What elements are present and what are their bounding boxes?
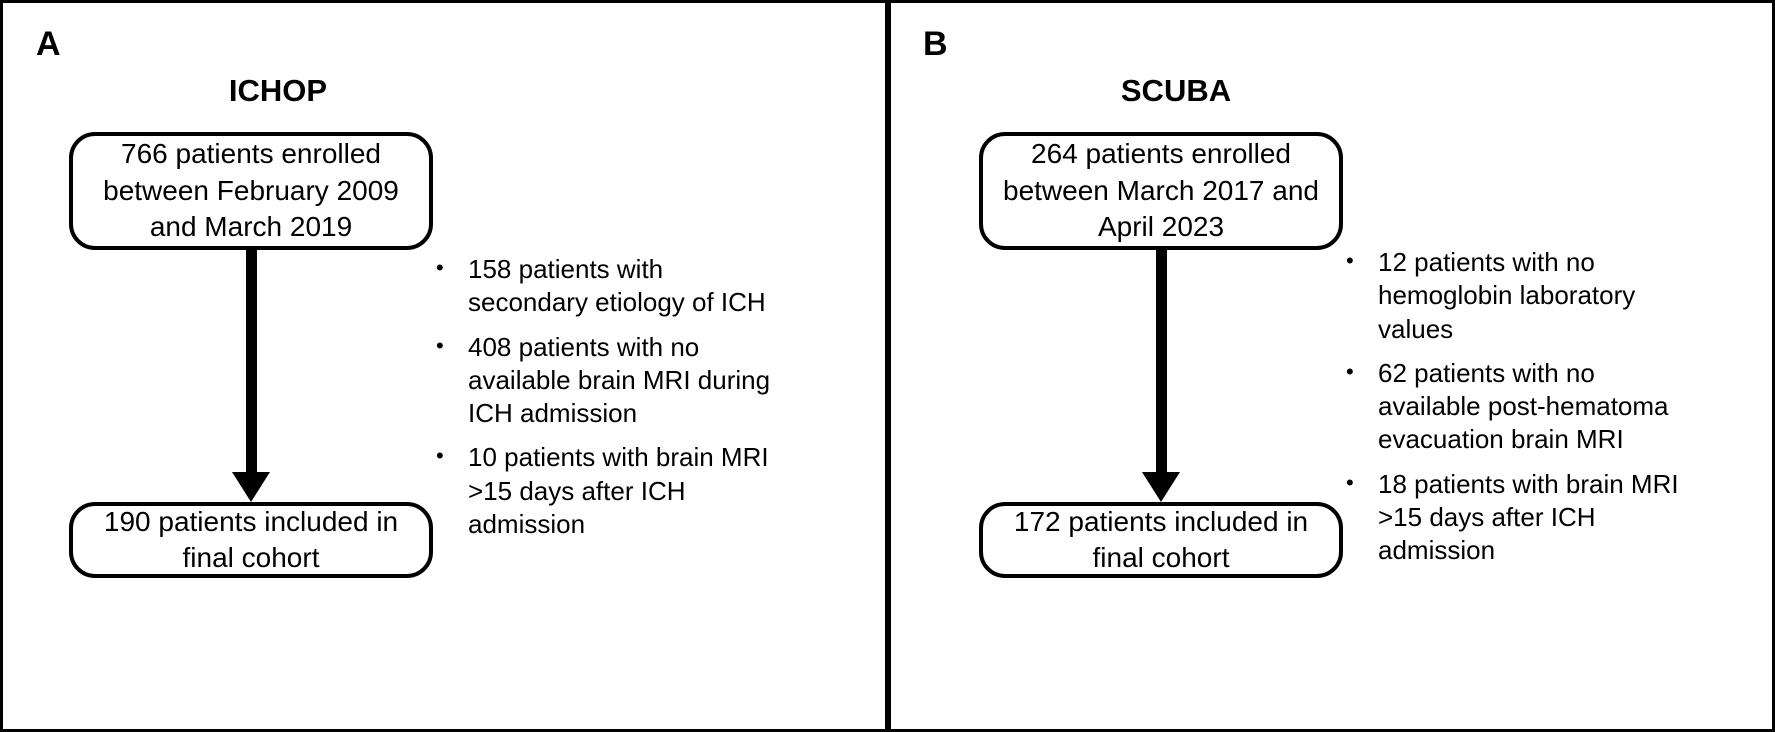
panel-a-enrolled-box (69, 132, 433, 250)
list-item: • 62 patients with no available post-hematoma evacuation brain MRI (1338, 357, 1683, 457)
panel-a-exclusions (428, 253, 773, 552)
panel-b-arrow-head (1142, 472, 1180, 502)
panel-b-arrow-shaft (1156, 250, 1167, 472)
panel-a-enrolled-text: 766 patients enrolled between February 2009 and March 2019 (103, 138, 399, 243)
panel-a-letter: A (36, 25, 61, 63)
panel-a-title: ICHOP (228, 73, 328, 108)
panel-b-title: SCUBA (1120, 73, 1232, 108)
panel-b (888, 0, 1775, 732)
list-item: • 18 patients with brain MRI >15 days after ICH admission (1338, 468, 1683, 568)
panel-b-enrolled-text: 264 patients enrolled between March 2017 and April 2023 (1003, 138, 1319, 243)
list-item: • 158 patients with secondary etiology of ICH (428, 253, 773, 320)
panel-a-final-text: 190 patients included in final cohort (103, 505, 399, 573)
list-item: • 10 patients with brain MRI >15 days after ICH admission (428, 441, 773, 541)
panel-a-arrow-shaft (246, 250, 257, 472)
panel-b-letter: B (923, 25, 948, 63)
panel-b-exclusions (1338, 246, 1683, 578)
list-item: • 12 patients with no hemoglobin laboratory values (1338, 246, 1683, 346)
panel-a-arrow-head (232, 472, 270, 502)
panel-b-final-text: 172 patients included in final cohort (1013, 505, 1309, 573)
panel-a-final-box (69, 502, 433, 578)
list-item: • 408 patients with no available brain MRI during ICH admission (428, 331, 773, 431)
panel-b-final-box (979, 502, 1343, 578)
panel-b-enrolled-box (979, 132, 1343, 250)
